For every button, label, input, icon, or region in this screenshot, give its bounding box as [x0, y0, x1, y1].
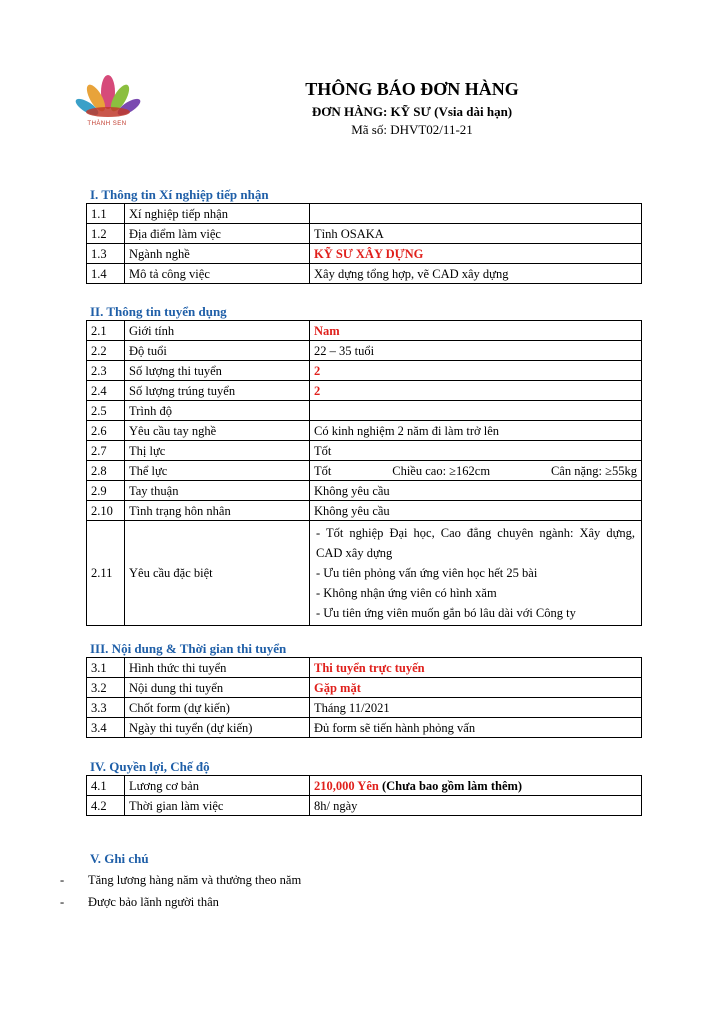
- row-number: 4.1: [87, 776, 125, 796]
- table-row: [87, 341, 642, 361]
- list-item: [60, 891, 301, 913]
- row-label: Xí nghiệp tiếp nhận: [125, 204, 310, 224]
- salary-note: (Chưa bao gồm làm thêm): [378, 778, 523, 793]
- row-number: 3.3: [87, 698, 125, 718]
- table-row: [87, 658, 642, 678]
- requirement-line: - Ưu tiên phỏng vấn ứng viên học hết 25 bài: [316, 566, 538, 580]
- row-number: 2.8: [87, 461, 125, 481]
- row-value: Không yêu cầu: [310, 501, 642, 521]
- table-row: [87, 481, 642, 501]
- row-number: 2.5: [87, 401, 125, 421]
- table-row: [87, 244, 642, 264]
- row-label: Mô tả công việc: [125, 264, 310, 284]
- row-value: KỸ SƯ XÂY DỰNG: [310, 244, 642, 264]
- row-number: 2.2: [87, 341, 125, 361]
- row-label: Thị lực: [125, 441, 310, 461]
- row-number: 4.2: [87, 796, 125, 816]
- section-notes: [60, 850, 301, 913]
- row-number: 2.9: [87, 481, 125, 501]
- table-row: [87, 776, 642, 796]
- row-value: Đủ form sẽ tiến hành phỏng vấn: [310, 718, 642, 738]
- row-label: Địa điểm làm việc: [125, 224, 310, 244]
- height-requirement: Chiều cao: ≥162cm: [392, 463, 491, 478]
- physical-condition: Tốt: [314, 463, 332, 478]
- row-number: 3.4: [87, 718, 125, 738]
- row-value: Tốt: [310, 441, 642, 461]
- document-subtitle: ĐƠN HÀNG: KỸ SƯ (Vsia dài hạn): [311, 104, 513, 119]
- table-row: [87, 204, 642, 224]
- section-title: V. Ghi chú: [90, 851, 149, 866]
- table-row: [87, 361, 642, 381]
- row-value: Nam: [310, 321, 642, 341]
- row-label: Độ tuổi: [125, 341, 310, 361]
- row-label: Tay thuận: [125, 481, 310, 501]
- row-label: Chốt form (dự kiến): [125, 698, 310, 718]
- requirement-line: - Tốt nghiệp Đại học, Cao đẳng chuyên ngành: Xây dựng, CAD xây dựng: [316, 526, 635, 560]
- table-row: [87, 796, 642, 816]
- bullet-dash: -: [60, 873, 65, 887]
- row-label: Hình thức thi tuyển: [125, 658, 310, 678]
- table-row: [87, 461, 642, 481]
- table-row: [87, 381, 642, 401]
- section-title: II. Thông tin tuyển dụng: [90, 304, 227, 319]
- row-value: 2: [310, 381, 642, 401]
- row-number: 2.11: [87, 521, 125, 626]
- row-label: Lương cơ bản: [125, 776, 310, 796]
- row-value: [310, 776, 642, 796]
- salary-amount: 210,000 Yên: [314, 778, 379, 793]
- row-value: 2: [310, 361, 642, 381]
- section-recruitment-info: [86, 303, 642, 626]
- requirement-line: - Không nhận ứng viên có hình xăm: [316, 586, 497, 600]
- note-text: Được bảo lãnh người thân: [88, 895, 219, 909]
- row-number: 2.1: [87, 321, 125, 341]
- table-row: [87, 501, 642, 521]
- section-benefits: [86, 758, 642, 816]
- document-code: Mã số: DHVT02/11-21: [351, 122, 473, 137]
- row-label: Tình trạng hôn nhân: [125, 501, 310, 521]
- row-value: [310, 204, 642, 224]
- table-row: [87, 718, 642, 738]
- row-label: Giới tính: [125, 321, 310, 341]
- row-value: Thi tuyển trực tuyến: [310, 658, 642, 678]
- row-label: Ngành nghề: [125, 244, 310, 264]
- row-label: Số lượng trúng tuyển: [125, 381, 310, 401]
- logo-text: THÀNH SEN: [87, 121, 127, 127]
- document-title: THÔNG BÁO ĐƠN HÀNG: [305, 79, 519, 99]
- table-row: [87, 441, 642, 461]
- row-value: [310, 461, 642, 481]
- row-value: Có kinh nghiệm 2 năm đi làm trở lên: [310, 421, 642, 441]
- row-value: Xây dựng tổng hợp, vẽ CAD xây dựng: [310, 264, 642, 284]
- table-row: [87, 698, 642, 718]
- row-number: 2.3: [87, 361, 125, 381]
- row-label: Số lượng thi tuyển: [125, 361, 310, 381]
- row-number: 1.4: [87, 264, 125, 284]
- section-company-info: [86, 186, 642, 284]
- row-number: 3.2: [87, 678, 125, 698]
- row-label: Thời gian làm việc: [125, 796, 310, 816]
- table-row: [87, 521, 642, 626]
- row-number: 1.2: [87, 224, 125, 244]
- table-row: [87, 678, 642, 698]
- row-label: Trình độ: [125, 401, 310, 421]
- section-title: III. Nội dung & Thời gian thi tuyển: [90, 641, 287, 656]
- row-label: Nội dung thi tuyển: [125, 678, 310, 698]
- row-label: Yêu cầu đặc biệt: [125, 521, 310, 626]
- document-header: [0, 78, 724, 139]
- row-number: 3.1: [87, 658, 125, 678]
- row-number: 2.10: [87, 501, 125, 521]
- table-row: [87, 401, 642, 421]
- row-value: 8h/ ngày: [310, 796, 642, 816]
- weight-requirement: Cân nặng: ≥55kg: [550, 463, 637, 478]
- row-value: Tỉnh OSAKA: [310, 224, 642, 244]
- company-info-table: [86, 203, 642, 284]
- special-requirements: [310, 521, 642, 626]
- row-value: [310, 401, 642, 421]
- table-row: [87, 224, 642, 244]
- row-number: 2.4: [87, 381, 125, 401]
- row-number: 2.7: [87, 441, 125, 461]
- row-number: 2.6: [87, 421, 125, 441]
- row-label: Thể lực: [125, 461, 310, 481]
- row-label: Ngày thi tuyển (dự kiến): [125, 718, 310, 738]
- section-title: IV. Quyền lợi, Chế độ: [90, 759, 210, 774]
- row-value: 22 – 35 tuổi: [310, 341, 642, 361]
- note-text: Tăng lương hàng năm và thưởng theo năm: [88, 873, 302, 887]
- table-row: [87, 321, 642, 341]
- row-number: 1.3: [87, 244, 125, 264]
- exam-info-table: [86, 657, 642, 738]
- list-item: [60, 869, 301, 891]
- section-title: I. Thông tin Xí nghiệp tiếp nhận: [90, 187, 269, 202]
- row-value: Không yêu cầu: [310, 481, 642, 501]
- benefits-table: [86, 775, 642, 816]
- section-exam-info: [86, 640, 642, 738]
- row-value: Gặp mặt: [310, 678, 642, 698]
- row-label: Yêu cầu tay nghề: [125, 421, 310, 441]
- row-value: Tháng 11/2021: [310, 698, 642, 718]
- bullet-dash: -: [60, 895, 65, 909]
- row-number: 1.1: [87, 204, 125, 224]
- requirement-line: - Ưu tiên ứng viên muốn gắn bó lâu dài với Công ty: [316, 606, 576, 620]
- table-row: [87, 264, 642, 284]
- recruitment-info-table: [86, 320, 642, 626]
- table-row: [87, 421, 642, 441]
